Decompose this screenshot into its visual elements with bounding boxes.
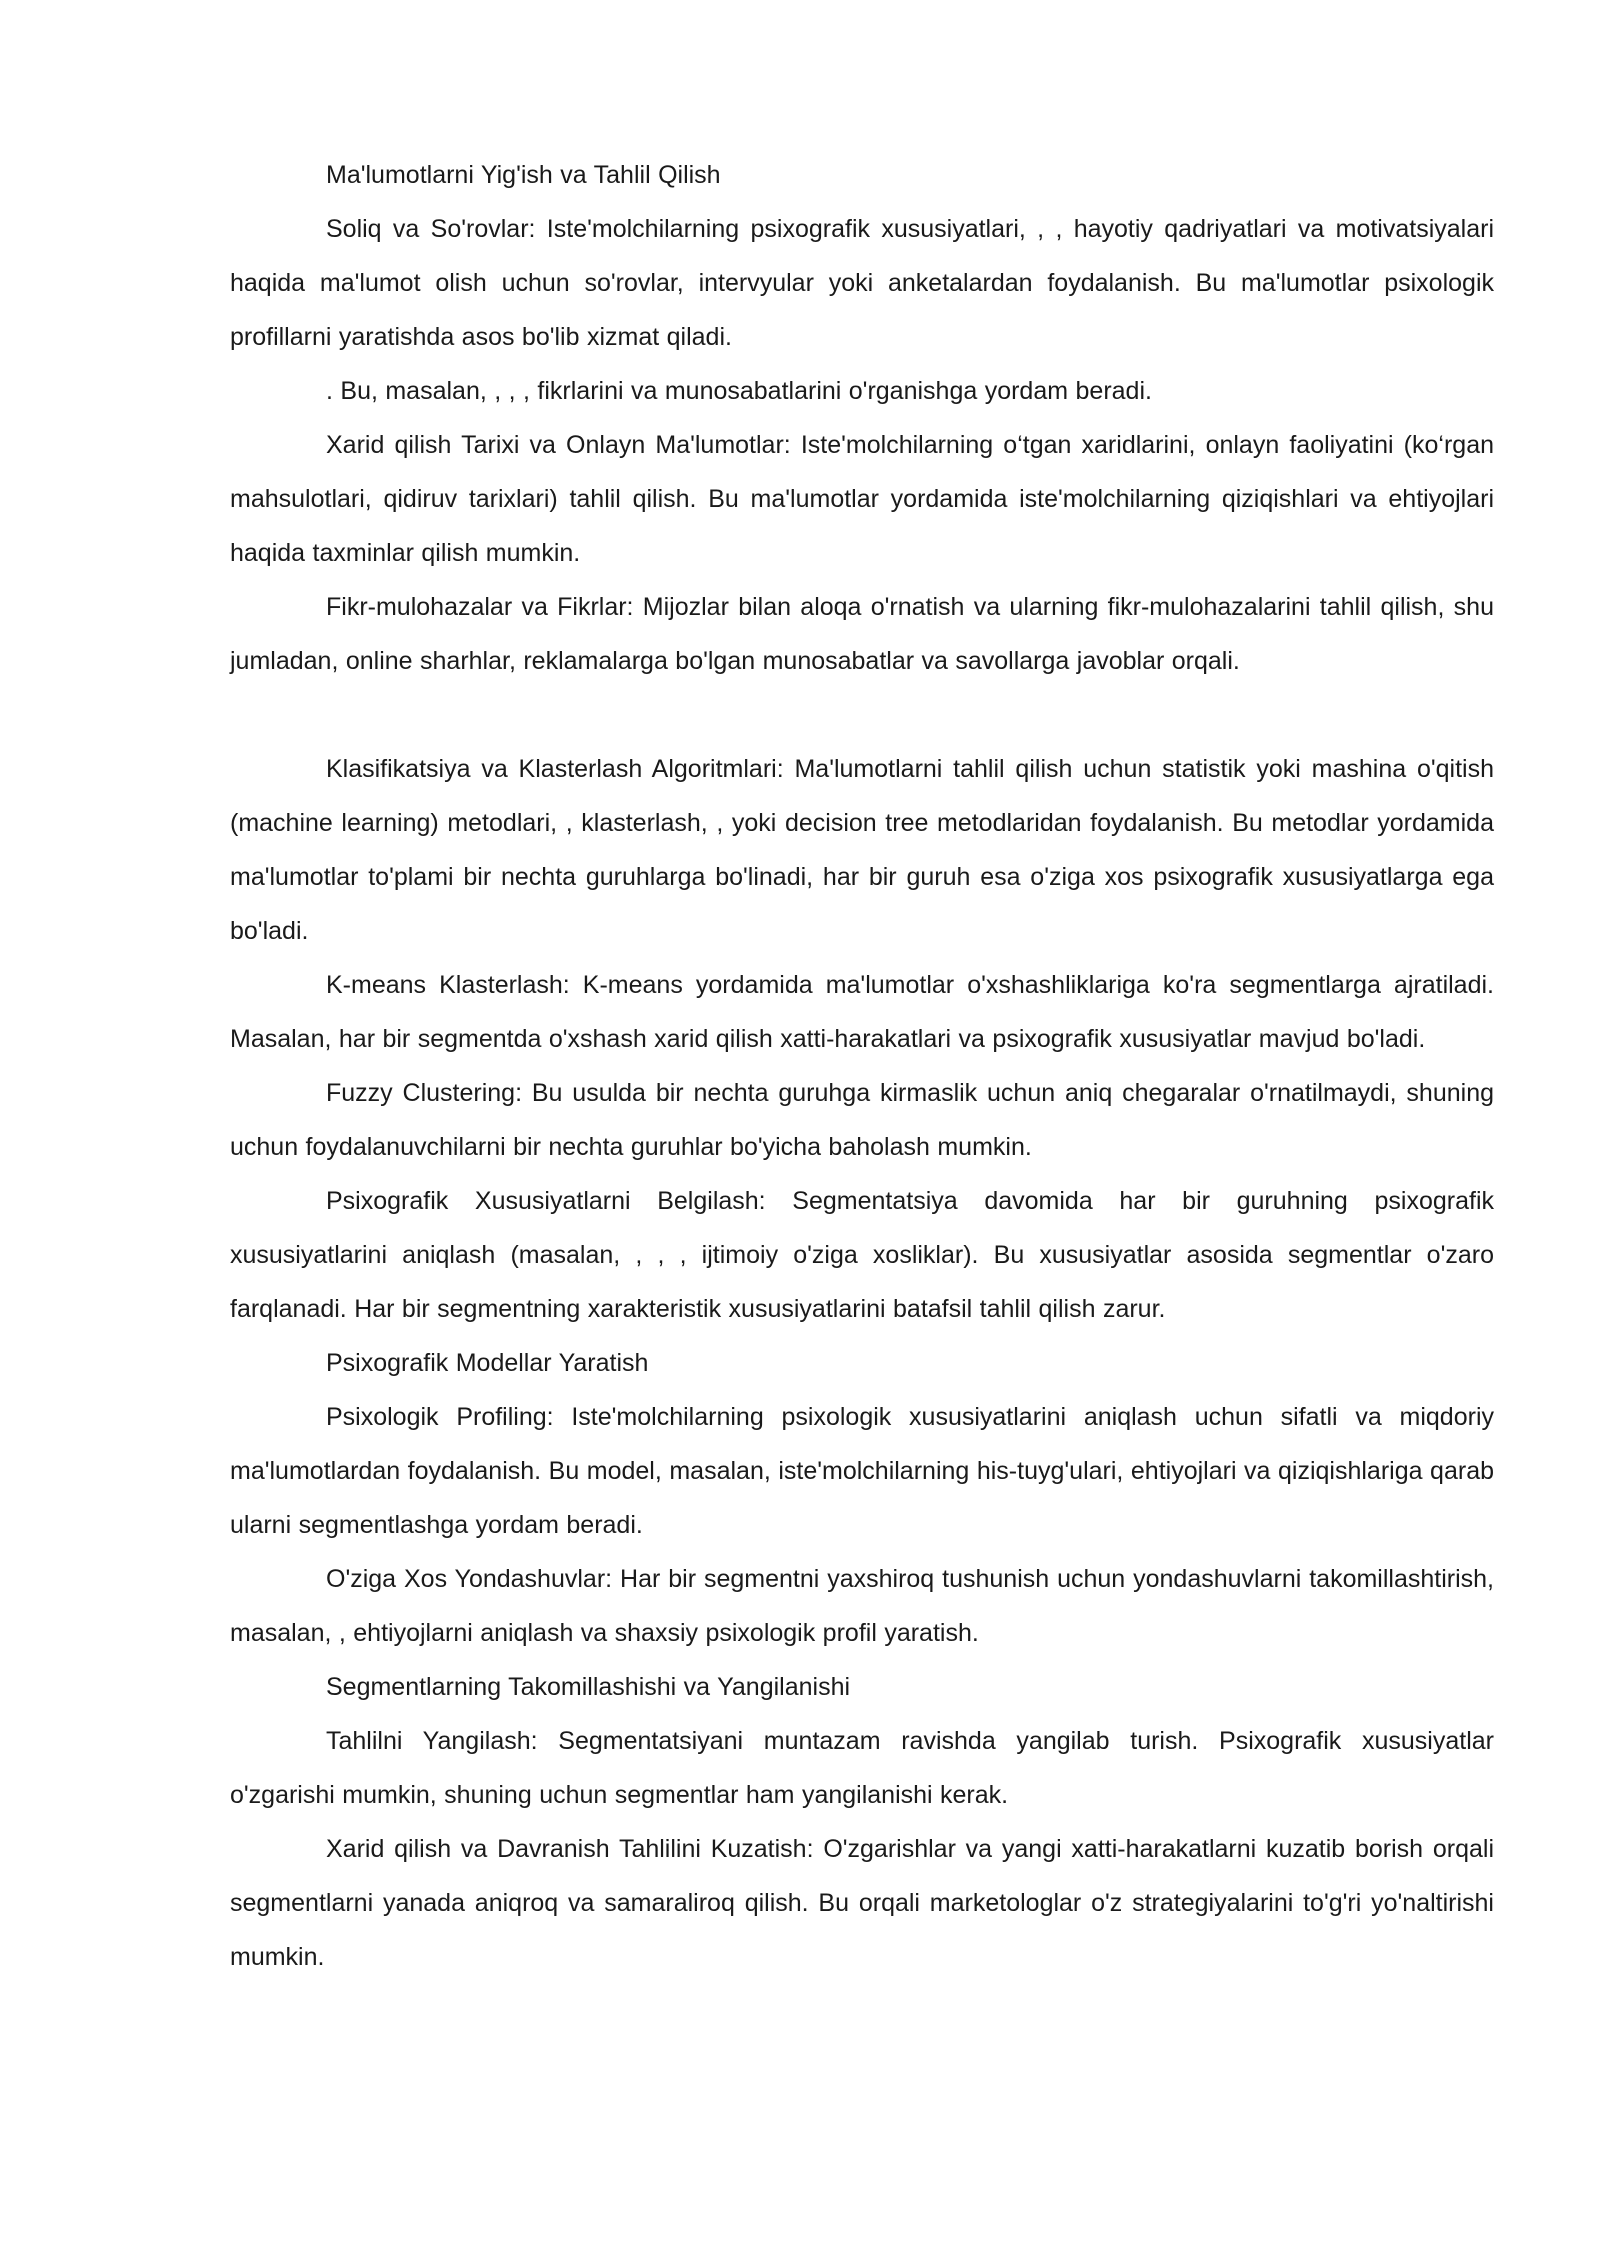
paragraph-kmeans: K-means Klasterlash: K-means yordamida ma'lumotlar o'xshashliklariga ko'ra segmentlarga ajratiladi. Masalan, har bir segmentda o'xshash xarid qilish xatti-harakatlari va psixografik xususiyatlar mavjud bo'ladi. xyxy=(230,971,1494,1053)
section-heading-segments-update: Segmentlarning Takomillashishi va Yangilanishi xyxy=(326,1673,851,1701)
paragraph-purchase-history: Xarid qilish Tarixi va Onlayn Ma'lumotlar: Iste'molchilarning o‘tgan xaridlarini, onlayn faoliyatini (ko‘rgan mahsulotlari, qidiruv tarixlari) tahlil qilish. Bu ma'lumotlar yordamida iste'molchilarning qiziqishlari va ehtiyojlari haqida taxminlar qilish mumkin. xyxy=(230,431,1494,567)
section-heading-models: Psixografik Modellar Yaratish xyxy=(326,1349,649,1377)
paragraph-fragment: . Bu, masalan, , , , fikrlarini va munosabatlarini o'rganishga yordam beradi. xyxy=(326,377,1152,405)
paragraph-profiling: Psixologik Profiling: Iste'molchilarning psixologik xususiyatlarini aniqlash uchun sifatli va miqdoriy ma'lumotlardan foydalanish. Bu model, masalan, iste'molchilarning his-tuyg'ulari, ehtiyojlari va qiziqishlariga qarab ularni segmentlashga yordam beradi. xyxy=(230,1403,1494,1539)
paragraph-approaches: O'ziga Xos Yondashuvlar: Har bir segmentni yaxshiroq tushunish uchun yondashuvlarni takomillashtirish, masalan, , ehtiyojlarni aniqlash va shaxsiy psixologik profil yaratish. xyxy=(230,1565,1494,1647)
paragraph-psychographic-traits: Psixografik Xususiyatlarni Belgilash: Segmentatsiya davomida har bir guruhning psixografik xususiyatlarini aniqlash (masalan, , , , ijtimoiy o'ziga xosliklar). Bu xususiyatlar asosida segmentlar o'zaro farqlanadi. Har bir segmentning xarakteristik xususiyatlarini batafsil tahlil qilish zarur. xyxy=(230,1187,1494,1323)
blank-line xyxy=(230,688,1494,742)
paragraph-fuzzy-clustering: Fuzzy Clustering: Bu usulda bir nechta guruhga kirmaslik uchun aniq chegaralar o'rnatilmaydi, shuning uchun foydalanuvchilarni bir nechta guruhlar bo'yicha baholash mumkin. xyxy=(230,1079,1494,1161)
document-page xyxy=(230,148,1494,1984)
paragraph-update-analysis: Tahlilni Yangilash: Segmentatsiyani muntazam ravishda yangilab turish. Psixografik xususiyatlar o'zgarishi mumkin, shuning uchun segmentlar ham yangilanishi kerak. xyxy=(230,1727,1494,1809)
paragraph-surveys: Soliq va So'rovlar: Iste'molchilarning psixografik xususiyatlari, , , hayotiy qadriyatlari va motivatsiyalari haqida ma'lumot olish uchun so'rovlar, intervyular yoki anketalardan foydalanish. Bu ma'lumotlar psixologik profillarni yaratishda asos bo'lib xizmat qiladi. xyxy=(230,215,1494,351)
paragraph-behavior-tracking: Xarid qilish va Davranish Tahlilini Kuzatish: O'zgarishlar va yangi xatti-harakatlarni kuzatib borish orqali segmentlarni yanada aniqroq va samaraliroq qilish. Bu orqali marketologlar o'z strategiyalarini to'g'ri yo'naltirishi mumkin. xyxy=(230,1835,1494,1971)
paragraph-classification: Klasifikatsiya va Klasterlash Algoritmlari: Ma'lumotlarni tahlil qilish uchun statistik yoki mashina o'qitish (machine learning) metodlari, , klasterlash, , yoki decision tree metodlaridan foydalanish. Bu metodlar yordamida ma'lumotlar to'plami bir nechta guruhlarga bo'linadi, har bir guruh esa o'ziga xos psixografik xususiyatlarga ega bo'ladi. xyxy=(230,755,1494,945)
paragraph-feedback: Fikr-mulohazalar va Fikrlar: Mijozlar bilan aloqa o'rnatish va ularning fikr-mulohazalarini tahlil qilish, shu jumladan, online sharhlar, reklamalarga bo'lgan munosabatlar va savollarga javoblar orqali. xyxy=(230,593,1494,675)
section-heading-data-collection: Ma'lumotlarni Yig'ish va Tahlil Qilish xyxy=(326,161,721,189)
